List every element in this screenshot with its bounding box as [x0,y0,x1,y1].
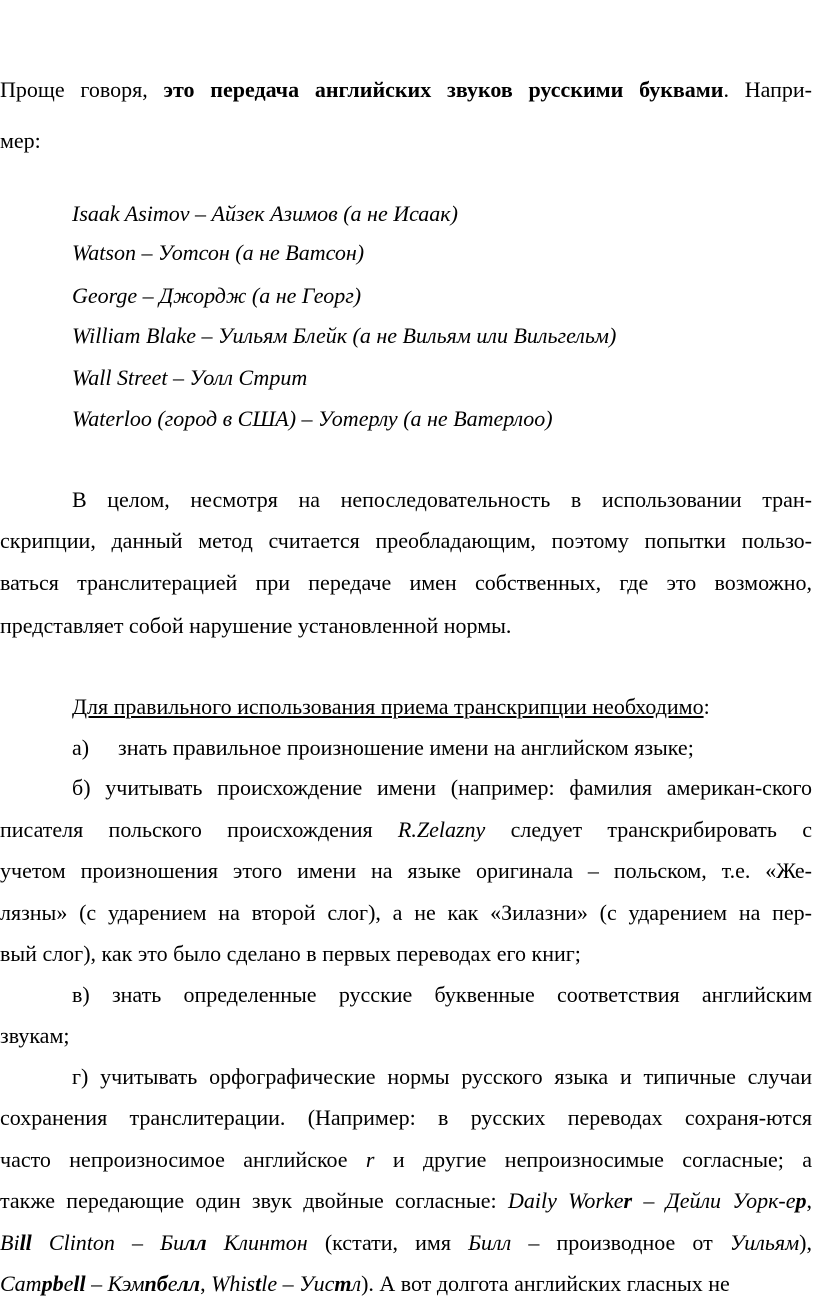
example-item: William Blake – Уильям Блейк (а не Вильям или Вильгельм) [72,323,617,348]
intro-line-2: мер: [0,128,41,153]
rule-b-line-1: б) учитывать происхождение имени (например: фамилия американ-ского [72,775,812,800]
rule-a: а) знать правильное произношение имени на английском языке; [72,735,694,760]
example-item: Isaak Asimov – Айзек Азимов (а не Исаак) [72,201,458,226]
example-item: Waterloo (город в США) – Уотерлу (а не Ватерлоо) [72,406,553,431]
rule-g-line-4: также передающие один звук двойные согласные: Daily Worker – Дейли Уорк-ер, [0,1188,812,1213]
general-line-1: В целом, несмотря на непоследовательность в использовании тран- [72,487,812,512]
rule-b-line-5: вый слог), как это было сделано в первых переводах его книг; [0,941,581,966]
rule-b-line-4: лязны» (с ударением на второй слог), а не как «Зилазни» (с ударением на пер- [0,900,812,925]
rule-b-line-3: учетом произношения этого имени на языке оригинала – польском, т.е. «Же- [0,858,812,883]
rule-g-line-6: Campbell – Кэмпбелл, Whistle – Уистл). А вот долгота английских гласных не [0,1271,730,1296]
example-item: Wall Street – Уолл Стрит [72,365,308,390]
rule-v-line-2: звукам; [0,1023,70,1048]
rule-g-line-2: сохранения транслитерации. (Например: в русских переводах сохраня-ются [0,1105,812,1130]
example-item: Watson – Уотсон (а не Ватсон) [72,240,365,265]
rule-b-line-2: писателя польского происхождения R.Zelazny следует транскрибировать с [0,817,812,842]
general-line-3: ваться транслитерацией при передаче имен собственных, где это возможно, [0,570,812,595]
rule-g-line-1: г) учитывать орфографические нормы русского языка и типичные случаи [72,1064,812,1089]
example-item: George – Джордж (а не Георг) [72,283,362,308]
general-line-2: скрипции, данный метод считается преобладающим, поэтому попытки пользо- [0,528,812,553]
rule-g-line-3: часто непроизносимое английское r и другие непроизносимые согласные; а [0,1147,812,1172]
general-line-4: представляет собой нарушение установленной нормы. [0,613,512,638]
rule-a-marker: а) [72,735,90,760]
rule-v-line-1: в) знать определенные русские буквенные соответствия английским [72,982,812,1007]
intro-line-1: Проще говоря, это передача английских звуков русскими буквами. Напри- [0,77,812,102]
intro-bold-phrase: это передача английских звуков русскими буквами [163,77,724,102]
rules-heading: Для правильного использования приема транскрипции необходимо: [72,694,710,719]
rule-g-line-5: Bill Clinton – Билл Клинтон (кстати, имя Билл – производное от Уильям), [0,1230,812,1255]
